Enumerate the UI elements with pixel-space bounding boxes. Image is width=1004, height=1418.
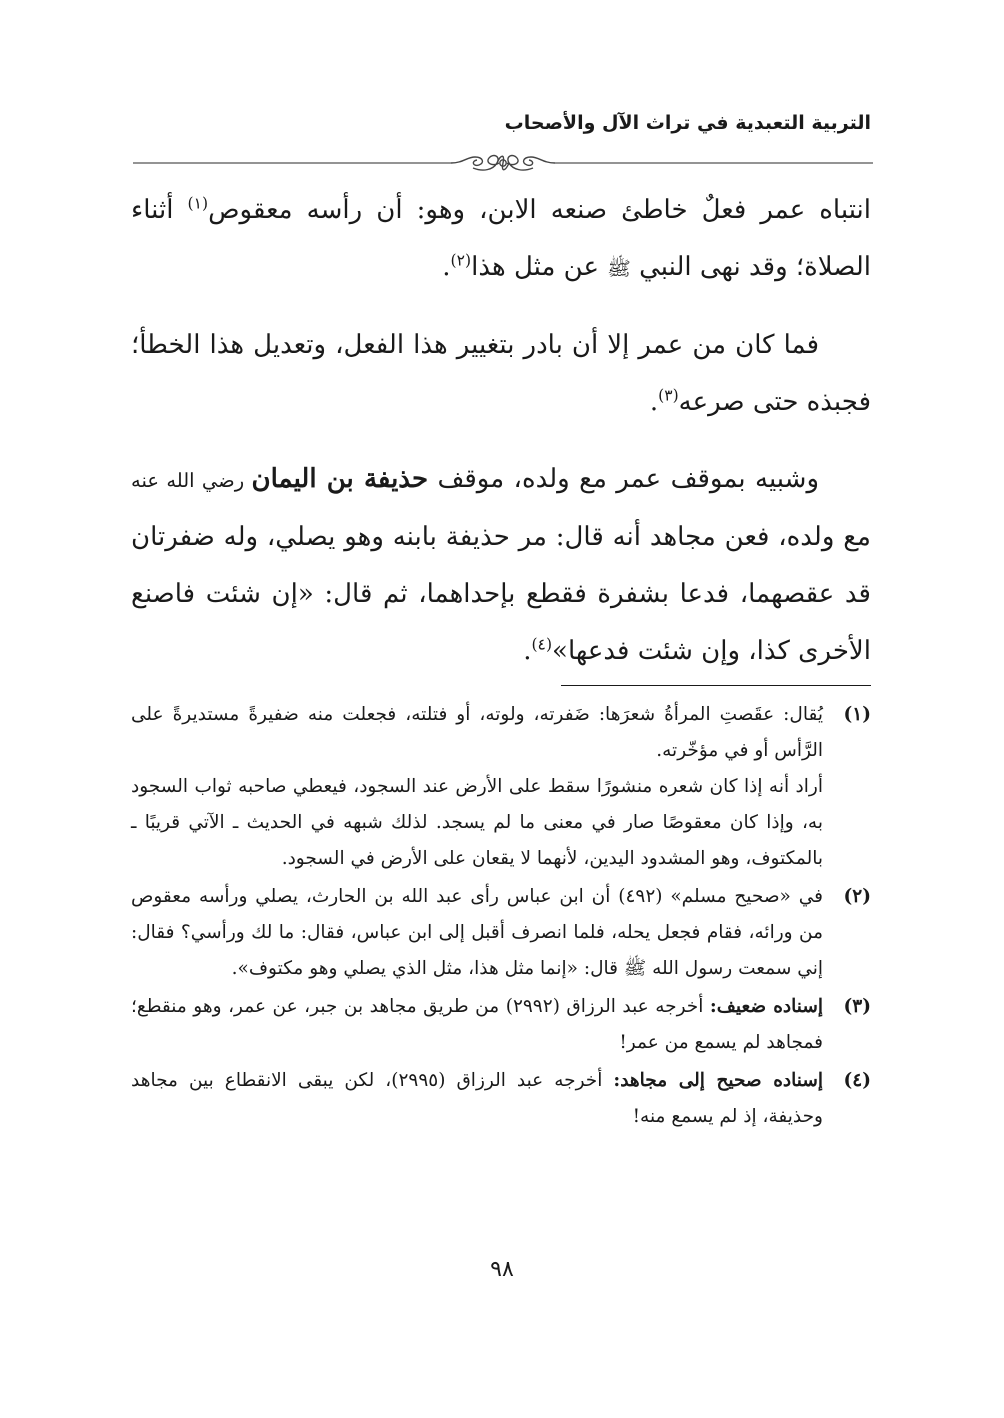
footnote-2	[131, 879, 871, 987]
salawat-glyph: ﷺ	[607, 257, 631, 280]
person-name: حذيفة بن اليمان	[251, 464, 429, 494]
paragraph-1: انتباه عمر فعلٌ خاطئ صنعه الابن، وهو: أن رأسه معقوص$^{(١)}$ أثناء الصلاة؛ وقد نهى النبي ﷺ عن مثل هذا$^{(٢)}$.	[131, 194, 871, 282]
paragraph-3: وشبيه بموقف عمر مع ولده، موقف حذيفة بن اليمان رضي الله عنه مع ولده، فعن مجاهد أنه قال: مر حذيفة بابنه وهو يصلي، وله ضفرتان قد عقصهما، فدعا بشفرة فقطع بإحداهما، ثم قال: «إن شئت فاصنع الأخرى كذا، وإن شئت فدعها»$^{(٤)}$.	[131, 464, 871, 666]
paragraph-2: فما كان من عمر إلا أن بادر بتغيير هذا الفعل، وتعديل هذا الخطأ؛ فجبذه حتى صرعه$^{(٣)}$.	[131, 330, 871, 417]
footnote-1	[131, 697, 871, 877]
footnote-ref-3[interactable]: (٣)	[658, 386, 679, 405]
footnote-text: يُقال: عقَصتِ المرأةُ شعرَها: ضَفرته، ولوته، أو فتلته، فجعلت منه ضفيرةً مستديرةً على الرَّأس أو في مؤخّرته.	[131, 704, 823, 761]
footnote-text: أخرجه عبد الرزاق (٢٩٩٢) من طريق مجاهد بن جبر، عن عمر، وهو منقطع؛ فمجاهد لم يسمع من عمر!	[131, 996, 823, 1053]
footnote-number: (٤)	[843, 1070, 871, 1091]
radiyallahu-glyph: رضي الله عنه	[131, 469, 252, 492]
footnote-4	[131, 1063, 871, 1135]
running-head: التربية التعبدية في تراث الآل والأصحاب	[504, 112, 871, 134]
footnote-text: في «صحيح مسلم» (٤٩٢) أن ابن عباس رأى عبد الله بن الحارث، يصلي ورأسه معقوص من ورائه، فقام فجعل يحله، فلما انصرف أقبل إلى ابن عباس، فقال: ما لك ورأسي؟ فقال: إني سمعت رسول الله ﷺ قال: «إنما مثل هذا، مثل الذي يصلي وهو مكتوف».	[131, 886, 823, 979]
footnote-separator	[561, 685, 871, 686]
footnote-text: أخرجه عبد الرزاق (٢٩٩٥)، لكن يبقى الانقطاع بين مجاهد وحذيفة، إذ لم يسمع منه!	[131, 1070, 823, 1127]
footnote-number: (١)	[843, 704, 871, 725]
footnote-ref-2[interactable]: (٢)	[450, 251, 472, 270]
footnote-ref-1[interactable]: (١)	[187, 194, 209, 213]
footnote-grade: إسناده ضعيف:	[709, 996, 824, 1017]
footnotes	[131, 697, 871, 1137]
page-number: ٩٨	[490, 1257, 514, 1282]
main-text	[131, 182, 871, 700]
footnote-text: أراد أنه إذا كان شعره منشورًا سقط على الأرض عند السجود، فيعطي صاحبه ثواب السجود به، وإذا كان معقوصًا صار في معنى ما لم يسجد. لذلك شبهه في الحديث ـ الآتي قريبًا ـ بالمكتوف، وهو المشدود اليدين، لأنهما لا يقعان على الأرض في السجود.	[131, 776, 823, 869]
footnote-number: (٣)	[843, 996, 871, 1017]
header-ornament-divider	[133, 150, 873, 176]
footnote-number: (٢)	[843, 886, 871, 907]
footnote-3	[131, 989, 871, 1061]
footnote-ref-4[interactable]: (٤)	[531, 635, 553, 654]
footnote-grade: إسناده صحيح إلى مجاهد:	[613, 1070, 823, 1091]
